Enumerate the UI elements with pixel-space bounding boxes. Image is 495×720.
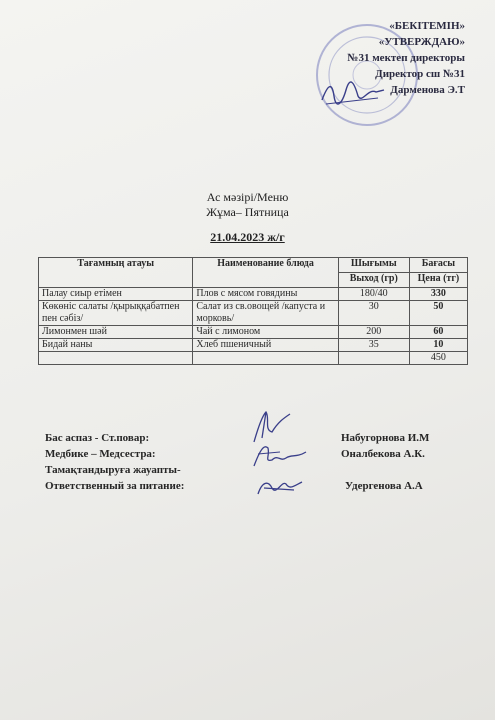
menu-title: Ас мәзірі/Меню: [206, 190, 289, 204]
dish-name-kz: Бидай наны: [39, 339, 193, 352]
chef-signature-icon: [244, 408, 294, 444]
menu-table: [38, 257, 468, 365]
dish-name-kz: Лимонмен шәй: [39, 326, 193, 339]
table-row: [39, 339, 468, 352]
responsible-signature-icon: [254, 474, 306, 500]
dish-name-ru: Салат из св.овощей /капуста и морковь/: [193, 301, 338, 326]
responsible-label-kz: Тамақтандыруға жауапты-: [45, 464, 181, 476]
empty-cell: [39, 352, 193, 365]
table-row: [39, 301, 468, 326]
table-row: [39, 288, 468, 301]
chef-name: Набугорнова И.М: [341, 432, 430, 444]
dish-price: 50: [409, 301, 467, 326]
header-name-kz: Тағамның атауы: [39, 258, 193, 288]
dish-name-ru: Чай с лимоном: [193, 326, 338, 339]
approval-line: Дарменова Э.Т: [390, 84, 465, 96]
dish-output: 180/40: [338, 288, 409, 301]
dish-output: 35: [338, 339, 409, 352]
nurse-label: Медбике – Медсестра:: [45, 448, 156, 460]
dish-name-kz: Көкөніс салаты /қырыққабатпен пен сәбіз/: [39, 301, 193, 326]
day-of-week: Жұма– Пятница: [206, 205, 289, 219]
total-price: 450: [409, 352, 467, 365]
header-price-kz: Бағасы: [409, 258, 467, 273]
menu-date: 21.04.2023 ж/г: [210, 230, 285, 244]
header-output-ru: Выход (гр): [338, 273, 409, 288]
dish-name-ru: Плов с мясом говядины: [193, 288, 338, 301]
header-price-ru: Цена (тг): [409, 273, 467, 288]
dish-price: 10: [409, 339, 467, 352]
header-output-kz: Шығымы: [338, 258, 409, 273]
approval-line: №31 мектеп директоры: [347, 52, 465, 64]
header-name-ru: Наименование блюда: [193, 258, 338, 288]
dish-price: 60: [409, 326, 467, 339]
responsible-name: Удергенова А.А: [345, 480, 423, 492]
empty-cell: [193, 352, 338, 365]
dish-name-ru: Хлеб пшеничный: [193, 339, 338, 352]
chef-label: Бас аспаз - Ст.повар:: [45, 432, 150, 444]
director-signature-icon: [318, 78, 388, 108]
approval-line: «БЕКІТЕМІН»: [389, 20, 465, 32]
menu-title-block: [0, 190, 495, 245]
approval-line: Директор сш №31: [375, 68, 465, 80]
responsible-label-ru: Ответственный за питание:: [45, 480, 185, 492]
dish-name-kz: Палау сиыр етімен: [39, 288, 193, 301]
dish-price: 330: [409, 288, 467, 301]
table-header-row: [39, 258, 468, 273]
table-row: [39, 326, 468, 339]
nurse-name: Оналбекова А.К.: [341, 448, 425, 460]
nurse-signature-icon: [250, 440, 310, 470]
responsible-ru-row: [45, 478, 455, 494]
dish-output: 200: [338, 326, 409, 339]
empty-cell: [338, 352, 409, 365]
approval-line: «УТВЕРЖДАЮ»: [378, 36, 465, 48]
table-total-row: [39, 352, 468, 365]
dish-output: 30: [338, 301, 409, 326]
